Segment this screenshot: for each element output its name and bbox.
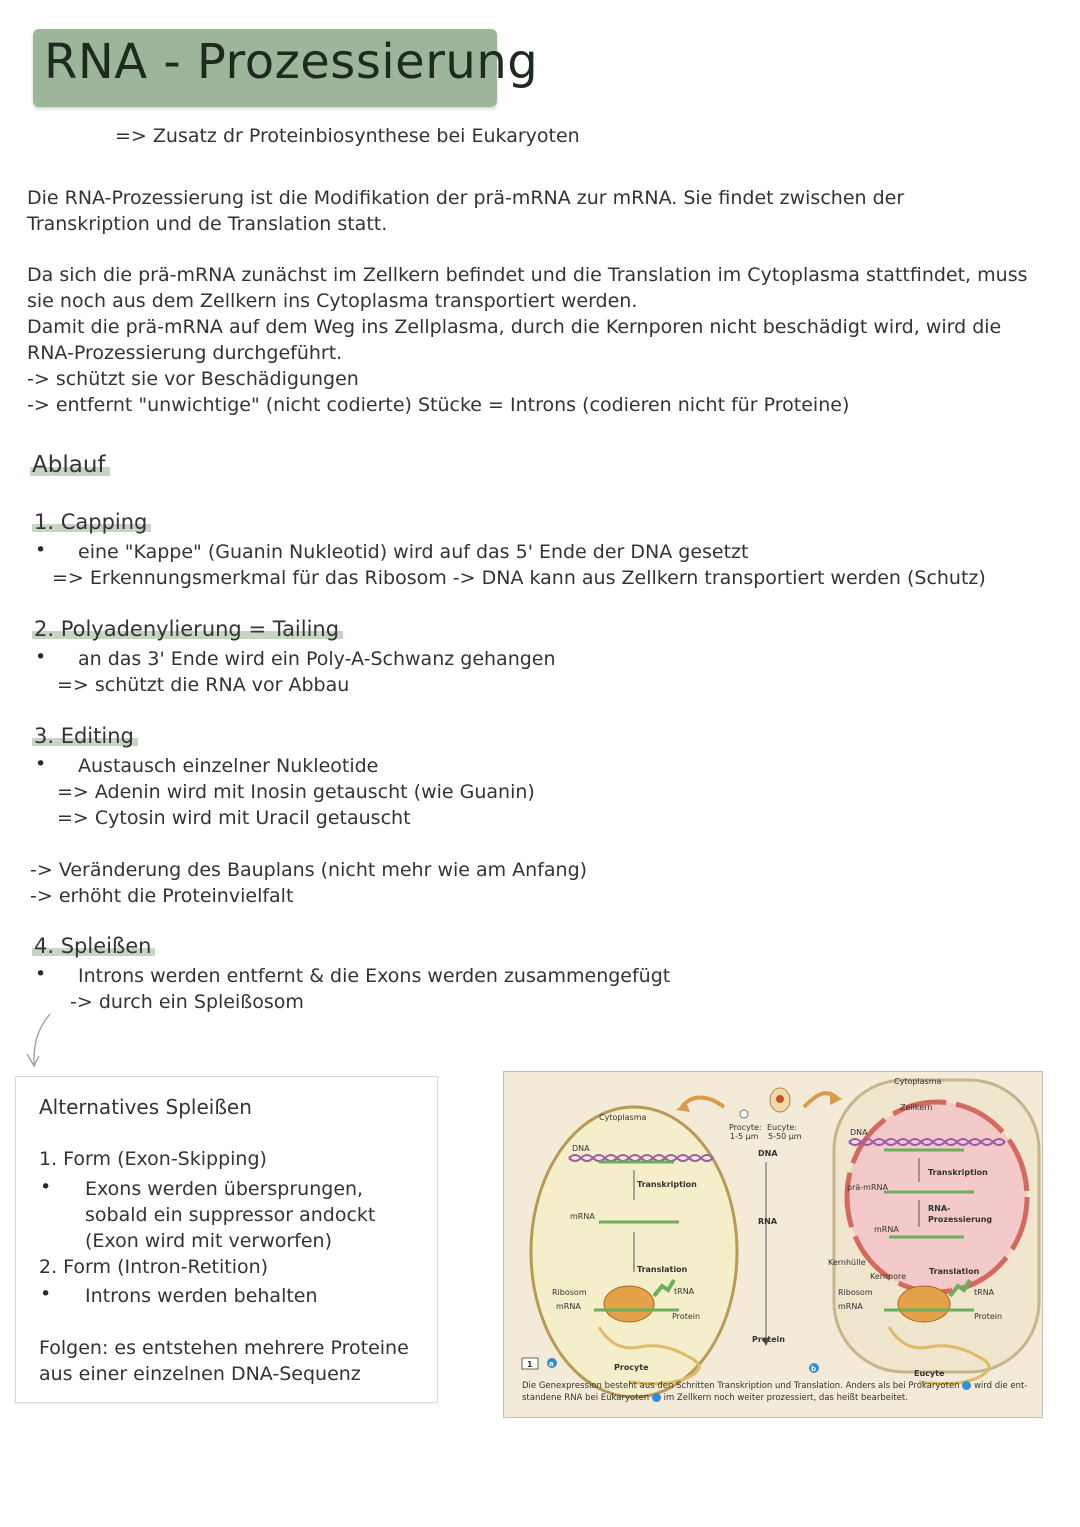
label-procyte: Procyte xyxy=(614,1363,649,1372)
bullet-dot: • xyxy=(40,1283,52,1305)
label-rna-proz-2: Prozessierung xyxy=(928,1215,993,1224)
editing-bullet: Austausch einzelner Nukleotide xyxy=(78,755,379,777)
label-mrna-right: mRNA xyxy=(874,1225,899,1234)
label-cytoplasma-left: Cytoplasma xyxy=(599,1113,647,1122)
alt-form-1: 1. Form (Exon-Skipping) xyxy=(39,1148,267,1170)
label-center-dna: DNA xyxy=(758,1149,778,1158)
bullet-dot: • xyxy=(35,963,47,985)
label-dna-left: DNA xyxy=(572,1144,590,1153)
label-kernhuelle: Kernhülle xyxy=(828,1258,866,1267)
label-mrna-left-2: mRNA xyxy=(556,1302,581,1311)
intro-arrow-2: -> entfernt "unwichtige" (nicht codierte) Stücke = Introns (codieren nicht für Proteine) xyxy=(27,394,850,416)
label-center-protein: Protein xyxy=(752,1335,785,1344)
alt-form-2-line: Introns werden behalten xyxy=(85,1285,318,1307)
capping-note: => Erkennungsmerkmal für das Ribosom -> DNA kann aus Zellkern transportiert werden (Schutz) xyxy=(52,567,986,589)
label-procyte-size-1: Procyte: xyxy=(729,1123,762,1132)
procyte-small-icon xyxy=(740,1110,748,1118)
splicing-heading: 4. Spleißen xyxy=(32,934,155,958)
figure-diagram xyxy=(504,1072,1042,1417)
capping-heading: 1. Capping xyxy=(32,510,151,534)
label-trna-right: tRNA xyxy=(974,1288,995,1297)
down-arrow-icon xyxy=(18,1010,58,1072)
label-zellkern: Zellkern xyxy=(900,1103,933,1112)
label-center-rna: RNA xyxy=(758,1217,778,1226)
bullet-dot: • xyxy=(35,539,47,561)
intro-line-5: Damit die prä-mRNA auf dem Weg ins Zellplasma, durch die Kernporen nicht beschädigt wird, wird die xyxy=(27,316,1002,338)
label-cytoplasma-right: Cytoplasma xyxy=(894,1077,942,1086)
label-protein-right: Protein xyxy=(974,1312,1003,1321)
marker-a-label: a xyxy=(549,1360,554,1368)
arrow-left-icon xyxy=(682,1098,724,1107)
tailing-heading: 2. Polyadenylierung = Tailing xyxy=(32,617,343,641)
intro-line-4: sie noch aus dem Zellkern ins Cytoplasma transportiert werden. xyxy=(27,290,638,312)
capping-bullet: eine "Kappe" (Guanin Nukleotid) wird auf das 5' Ende der DNA gesetzt xyxy=(78,541,749,563)
ablauf-heading: Ablauf xyxy=(30,452,110,478)
editing-note-1: => Adenin wird mit Inosin getauscht (wie Guanin) xyxy=(57,781,535,803)
label-dna-right: DNA xyxy=(850,1128,868,1137)
label-eucyte: Eucyte xyxy=(914,1369,945,1378)
alt-form-1-line-1: Exons werden übersprungen, xyxy=(85,1178,364,1200)
label-ribosom-right: Ribosom xyxy=(838,1288,873,1297)
label-eucyte-size-1: Eucyte: xyxy=(767,1123,798,1132)
caption-marker-a-icon xyxy=(962,1381,971,1390)
label-translation-left: Translation xyxy=(637,1265,688,1274)
intro-line-3: Da sich die prä-mRNA zunächst im Zellkern befindet und die Translation im Cytoplasma stattfindet, muss xyxy=(27,264,1028,286)
bullet-dot: • xyxy=(40,1176,52,1198)
marker-b-label: b xyxy=(811,1365,817,1373)
alt-consequence-2: aus einer einzelnen DNA-Sequenz xyxy=(39,1363,361,1385)
splicing-bullet: Introns werden entfernt & die Exons werden zusammengefügt xyxy=(78,965,671,987)
tailing-bullet: an das 3' Ende wird ein Poly-A-Schwanz gehangen xyxy=(78,648,556,670)
label-translation-right: Translation xyxy=(929,1267,980,1276)
label-mrna-left: mRNA xyxy=(570,1212,595,1221)
alt-form-1-line-3: (Exon wird mit verworfen) xyxy=(85,1230,333,1252)
ribosome-eucyte xyxy=(898,1286,950,1322)
figure-caption: Die Genexpression besteht aus den Schritten Transkription und Translation. Anders als bei Prokaryoten wird die ent- standene RNA bei Eukaryoten im Zellkern noch weiter prozessiert, das heißt bearbeitet. xyxy=(522,1381,1028,1403)
label-protein-left: Protein xyxy=(672,1312,701,1321)
nucleus-eucyte xyxy=(847,1102,1027,1292)
label-procyte-size-2: 1-5 µm xyxy=(730,1132,759,1141)
gene-expression-figure xyxy=(503,1071,1043,1418)
intro-line-2: Transkription und de Translation statt. xyxy=(27,213,388,235)
intro-arrow-1: -> schützt sie vor Beschädigungen xyxy=(27,368,359,390)
bullet-dot: • xyxy=(35,646,47,668)
caption-marker-b-icon xyxy=(652,1393,661,1402)
editing-result-1: -> Veränderung des Bauplans (nicht mehr wie am Anfang) xyxy=(30,859,588,881)
splicing-note: -> durch ein Spleißosom xyxy=(70,991,304,1013)
bullet-dot: • xyxy=(35,753,47,775)
ribosome-procyte xyxy=(604,1286,654,1322)
alt-consequence-1: Folgen: es entstehen mehrere Proteine xyxy=(39,1337,409,1359)
editing-result-2: -> erhöht die Proteinvielfalt xyxy=(30,885,294,907)
figure-number: 1 xyxy=(527,1360,533,1369)
alt-form-1-line-2: sobald ein suppressor andockt xyxy=(85,1204,376,1226)
label-kernpore: Kernpore xyxy=(870,1272,906,1281)
subtitle: => Zusatz dr Proteinbiosynthese bei Eukaryoten xyxy=(115,125,580,147)
label-rna-proz-1: RNA- xyxy=(928,1204,951,1213)
intro-line-1: Die RNA-Prozessierung ist die Modifikation der prä-mRNA zur mRNA. Sie findet zwischen der xyxy=(27,187,905,209)
label-eucyte-size-2: 5-50 µm xyxy=(768,1132,802,1141)
label-transkription-left: Transkription xyxy=(637,1180,697,1189)
editing-note-2: => Cytosin wird mit Uracil getauscht xyxy=(57,807,411,829)
label-transkription-right: Transkription xyxy=(928,1168,988,1177)
tailing-note: => schützt die RNA vor Abbau xyxy=(57,674,350,696)
alt-splicing-title: Alternatives Spleißen xyxy=(39,1095,252,1119)
alt-form-2: 2. Form (Intron-Retition) xyxy=(39,1256,269,1278)
editing-heading: 3. Editing xyxy=(32,724,138,748)
label-mrna-right-2: mRNA xyxy=(838,1302,863,1311)
page-title: RNA - Prozessierung xyxy=(44,34,539,90)
label-trna-left: tRNA xyxy=(674,1287,695,1296)
intro-line-6: RNA-Prozessierung durchgeführt. xyxy=(27,342,343,364)
label-pre-mrna: prä-mRNA xyxy=(847,1183,888,1192)
label-ribosom-left: Ribosom xyxy=(552,1288,587,1297)
